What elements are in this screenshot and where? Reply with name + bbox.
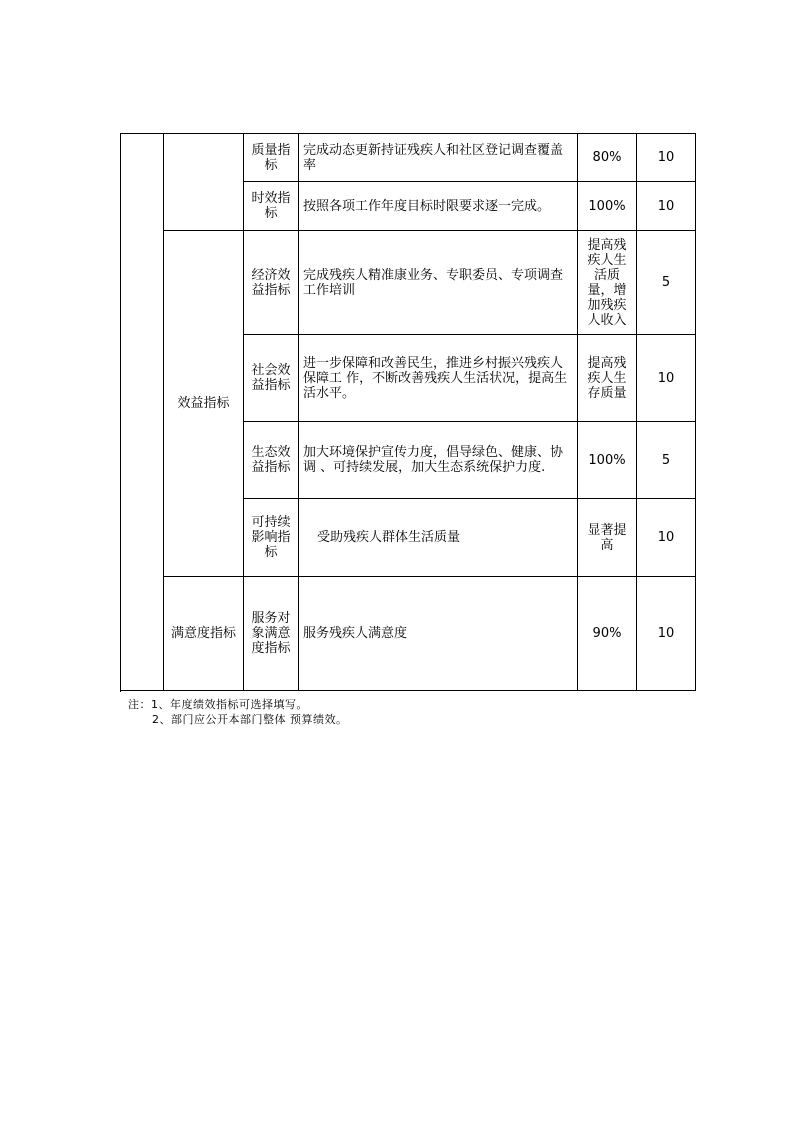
indicator-content-cell: 受助残疾人群体生活质量 xyxy=(299,499,578,577)
indicator-content-cell: 完成残疾人精准康业务、专职委员、专项调查工作培训 xyxy=(299,231,578,335)
target-value-cell: 100% xyxy=(578,182,637,231)
level2-benefit-cell: 效益指标 xyxy=(164,231,244,577)
level3-indicator-cell: 服务对象满意度指标 xyxy=(244,577,299,691)
level2-indicator-cell xyxy=(164,134,244,231)
table-row xyxy=(121,231,696,335)
table-row xyxy=(121,134,696,182)
score-cell: 10 xyxy=(637,182,696,231)
indicator-content-cell: 加大环境保护宣传力度，倡导绿色、健康、协调 、可持续发展，加大生态系统保护力度. xyxy=(299,422,578,499)
note-line-2: 2、部门应公开本部门整体 预算绩效。 xyxy=(152,713,348,726)
table-row xyxy=(121,577,696,691)
score-cell: 10 xyxy=(637,577,696,691)
level3-indicator-cell: 生态效益指标 xyxy=(244,422,299,499)
target-value-cell: 90% xyxy=(578,577,637,691)
score-cell: 5 xyxy=(637,422,696,499)
level1-indicator-cell xyxy=(121,134,164,691)
target-value-cell: 80% xyxy=(578,134,637,182)
performance-indicator-table xyxy=(120,133,696,691)
target-value-cell: 提高残疾人生存质量 xyxy=(578,335,637,422)
level3-indicator-cell: 社会效益指标 xyxy=(244,335,299,422)
note-line-1: 注：1、年度绩效指标可选择填写。 xyxy=(128,698,308,711)
level3-indicator-cell: 可持续影响指标 xyxy=(244,499,299,577)
score-cell: 10 xyxy=(637,335,696,422)
indicator-content-cell: 服务残疾人满意度 xyxy=(299,577,578,691)
level2-satisfaction-cell: 满意度指标 xyxy=(164,577,244,691)
indicator-content-cell: 按照各项工作年度目标时限要求逐一完成。 xyxy=(299,182,578,231)
level3-indicator-cell: 经济效益指标 xyxy=(244,231,299,335)
notes-block xyxy=(128,697,348,727)
level3-indicator-cell: 时效指标 xyxy=(244,182,299,231)
score-cell: 10 xyxy=(637,134,696,182)
level3-indicator-cell: 质量指标 xyxy=(244,134,299,182)
target-value-cell: 提高残疾人生活质量，增加残疾人收入 xyxy=(578,231,637,335)
score-cell: 10 xyxy=(637,499,696,577)
score-cell: 5 xyxy=(637,231,696,335)
target-value-cell: 显著提高 xyxy=(578,499,637,577)
indicator-content-cell: 进一步保障和改善民生，推进乡村振兴残疾人保障工 作，不断改善残疾人生活状况，提高生活水平。 xyxy=(299,335,578,422)
target-value-cell: 100% xyxy=(578,422,637,499)
indicator-content-cell: 完成动态更新持证残疾人和社区登记调查覆盖率 xyxy=(299,134,578,182)
